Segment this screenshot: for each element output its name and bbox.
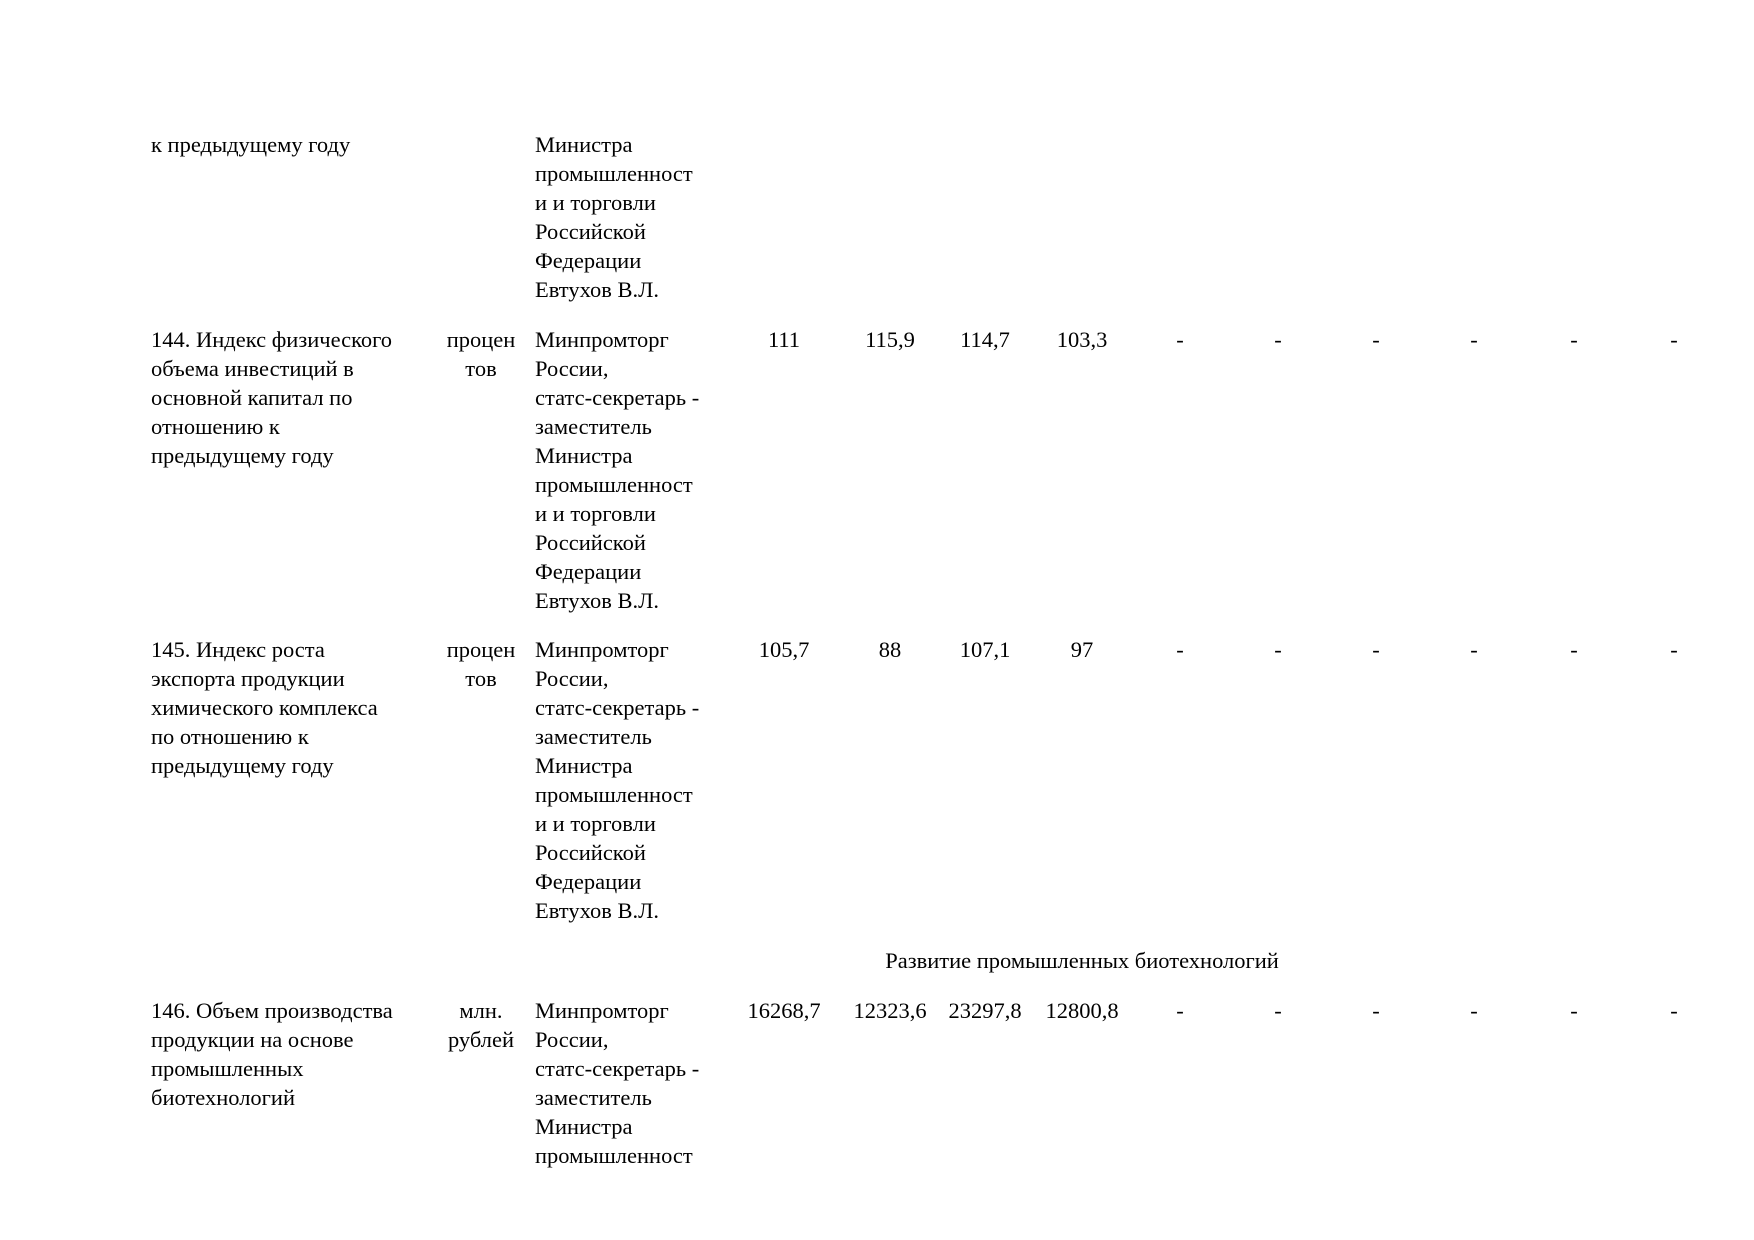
responsible-line: Федерации: [535, 869, 642, 894]
responsible-line: промышленност: [535, 782, 693, 807]
responsible-line: России,: [535, 1027, 609, 1052]
value-cell: -: [1176, 637, 1184, 662]
value-cell: 115,9: [865, 327, 915, 352]
value-cell: 105,7: [758, 637, 810, 662]
unit-line: процен: [446, 637, 516, 662]
value-cell: -: [1372, 327, 1380, 352]
indicator-name-line: к предыдущему году: [151, 132, 351, 157]
responsible-line: Минпромторг: [535, 637, 669, 662]
value-cell: -: [1570, 327, 1578, 352]
responsible-line: Минпромторг: [535, 998, 669, 1023]
unit-line: млн.: [459, 998, 503, 1023]
indicator-name-line: основной капитал по: [151, 385, 353, 410]
value-cell: -: [1670, 998, 1678, 1023]
responsible-line: статс-секретарь -: [535, 1056, 700, 1081]
responsible-line: статс-секретарь -: [535, 695, 700, 720]
value-cell: 103,3: [1056, 327, 1108, 352]
responsible-line: Евтухов В.Л.: [535, 277, 660, 302]
value-cell: 16268,7: [747, 998, 821, 1023]
value-cell: -: [1176, 998, 1184, 1023]
responsible-line: Федерации: [535, 559, 642, 584]
responsible-line: Федерации: [535, 248, 642, 273]
value-cell: -: [1570, 637, 1578, 662]
value-cell: 88: [878, 637, 902, 662]
value-cell: 111: [767, 327, 801, 352]
indicator-name-line: продукции на основе: [151, 1027, 354, 1052]
unit-line: рублей: [447, 1027, 515, 1052]
responsible-line: и и торговли: [535, 501, 656, 526]
indicator-name-line: 145. Индекс роста: [151, 637, 325, 662]
responsible-line: Министра: [535, 443, 633, 468]
responsible-line: промышленност: [535, 472, 693, 497]
responsible-line: заместитель: [535, 1085, 652, 1110]
indicator-name-line: химического комплекса: [151, 695, 378, 720]
responsible-line: заместитель: [535, 414, 652, 439]
indicator-name-line: промышленных: [151, 1056, 304, 1081]
value-cell: -: [1372, 637, 1380, 662]
responsible-line: России,: [535, 666, 609, 691]
indicator-name-line: предыдущему году: [151, 753, 334, 778]
responsible-line: Министра: [535, 753, 633, 778]
responsible-line: Министра: [535, 132, 633, 157]
value-cell: -: [1470, 998, 1478, 1023]
responsible-line: Российской: [535, 840, 646, 865]
value-cell: -: [1670, 637, 1678, 662]
value-cell: 97: [1070, 637, 1094, 662]
value-cell: 114,7: [960, 327, 1010, 352]
responsible-line: России,: [535, 356, 609, 381]
unit-line: процен: [446, 327, 516, 352]
value-cell: 12800,8: [1045, 998, 1119, 1023]
value-cell: 12323,6: [853, 998, 927, 1023]
value-cell: -: [1176, 327, 1184, 352]
value-cell: -: [1274, 637, 1282, 662]
value-cell: -: [1372, 998, 1380, 1023]
indicator-name-line: биотехнологий: [151, 1085, 295, 1110]
responsible-line: Минпромторг: [535, 327, 669, 352]
responsible-line: Российской: [535, 219, 646, 244]
responsible-line: промышленност: [535, 161, 693, 186]
indicator-name-line: отношению к: [151, 414, 280, 439]
indicator-name-line: предыдущему году: [151, 443, 334, 468]
responsible-line: Российской: [535, 530, 646, 555]
indicator-name-line: экспорта продукции: [151, 666, 345, 691]
responsible-line: промышленност: [535, 1143, 693, 1168]
section-heading: Развитие промышленных биотехнологий: [885, 948, 1279, 973]
responsible-line: и и торговли: [535, 190, 656, 215]
value-cell: -: [1470, 637, 1478, 662]
responsible-line: Министра: [535, 1114, 633, 1139]
value-cell: 23297,8: [948, 998, 1022, 1023]
indicator-name-line: объема инвестиций в: [151, 356, 354, 381]
value-cell: -: [1570, 998, 1578, 1023]
responsible-line: заместитель: [535, 724, 652, 749]
responsible-line: и и торговли: [535, 811, 656, 836]
responsible-line: Евтухов В.Л.: [535, 898, 660, 923]
responsible-line: статс-секретарь -: [535, 385, 700, 410]
unit-line: тов: [465, 666, 497, 691]
value-cell: -: [1274, 998, 1282, 1023]
indicator-name-line: 146. Объем производства: [151, 998, 393, 1023]
value-cell: -: [1470, 327, 1478, 352]
indicator-name-line: 144. Индекс физического: [151, 327, 393, 352]
indicator-name-line: по отношению к: [151, 724, 309, 749]
unit-line: тов: [465, 356, 497, 381]
value-cell: -: [1274, 327, 1282, 352]
responsible-line: Евтухов В.Л.: [535, 588, 660, 613]
value-cell: 107,1: [959, 637, 1011, 662]
value-cell: -: [1670, 327, 1678, 352]
